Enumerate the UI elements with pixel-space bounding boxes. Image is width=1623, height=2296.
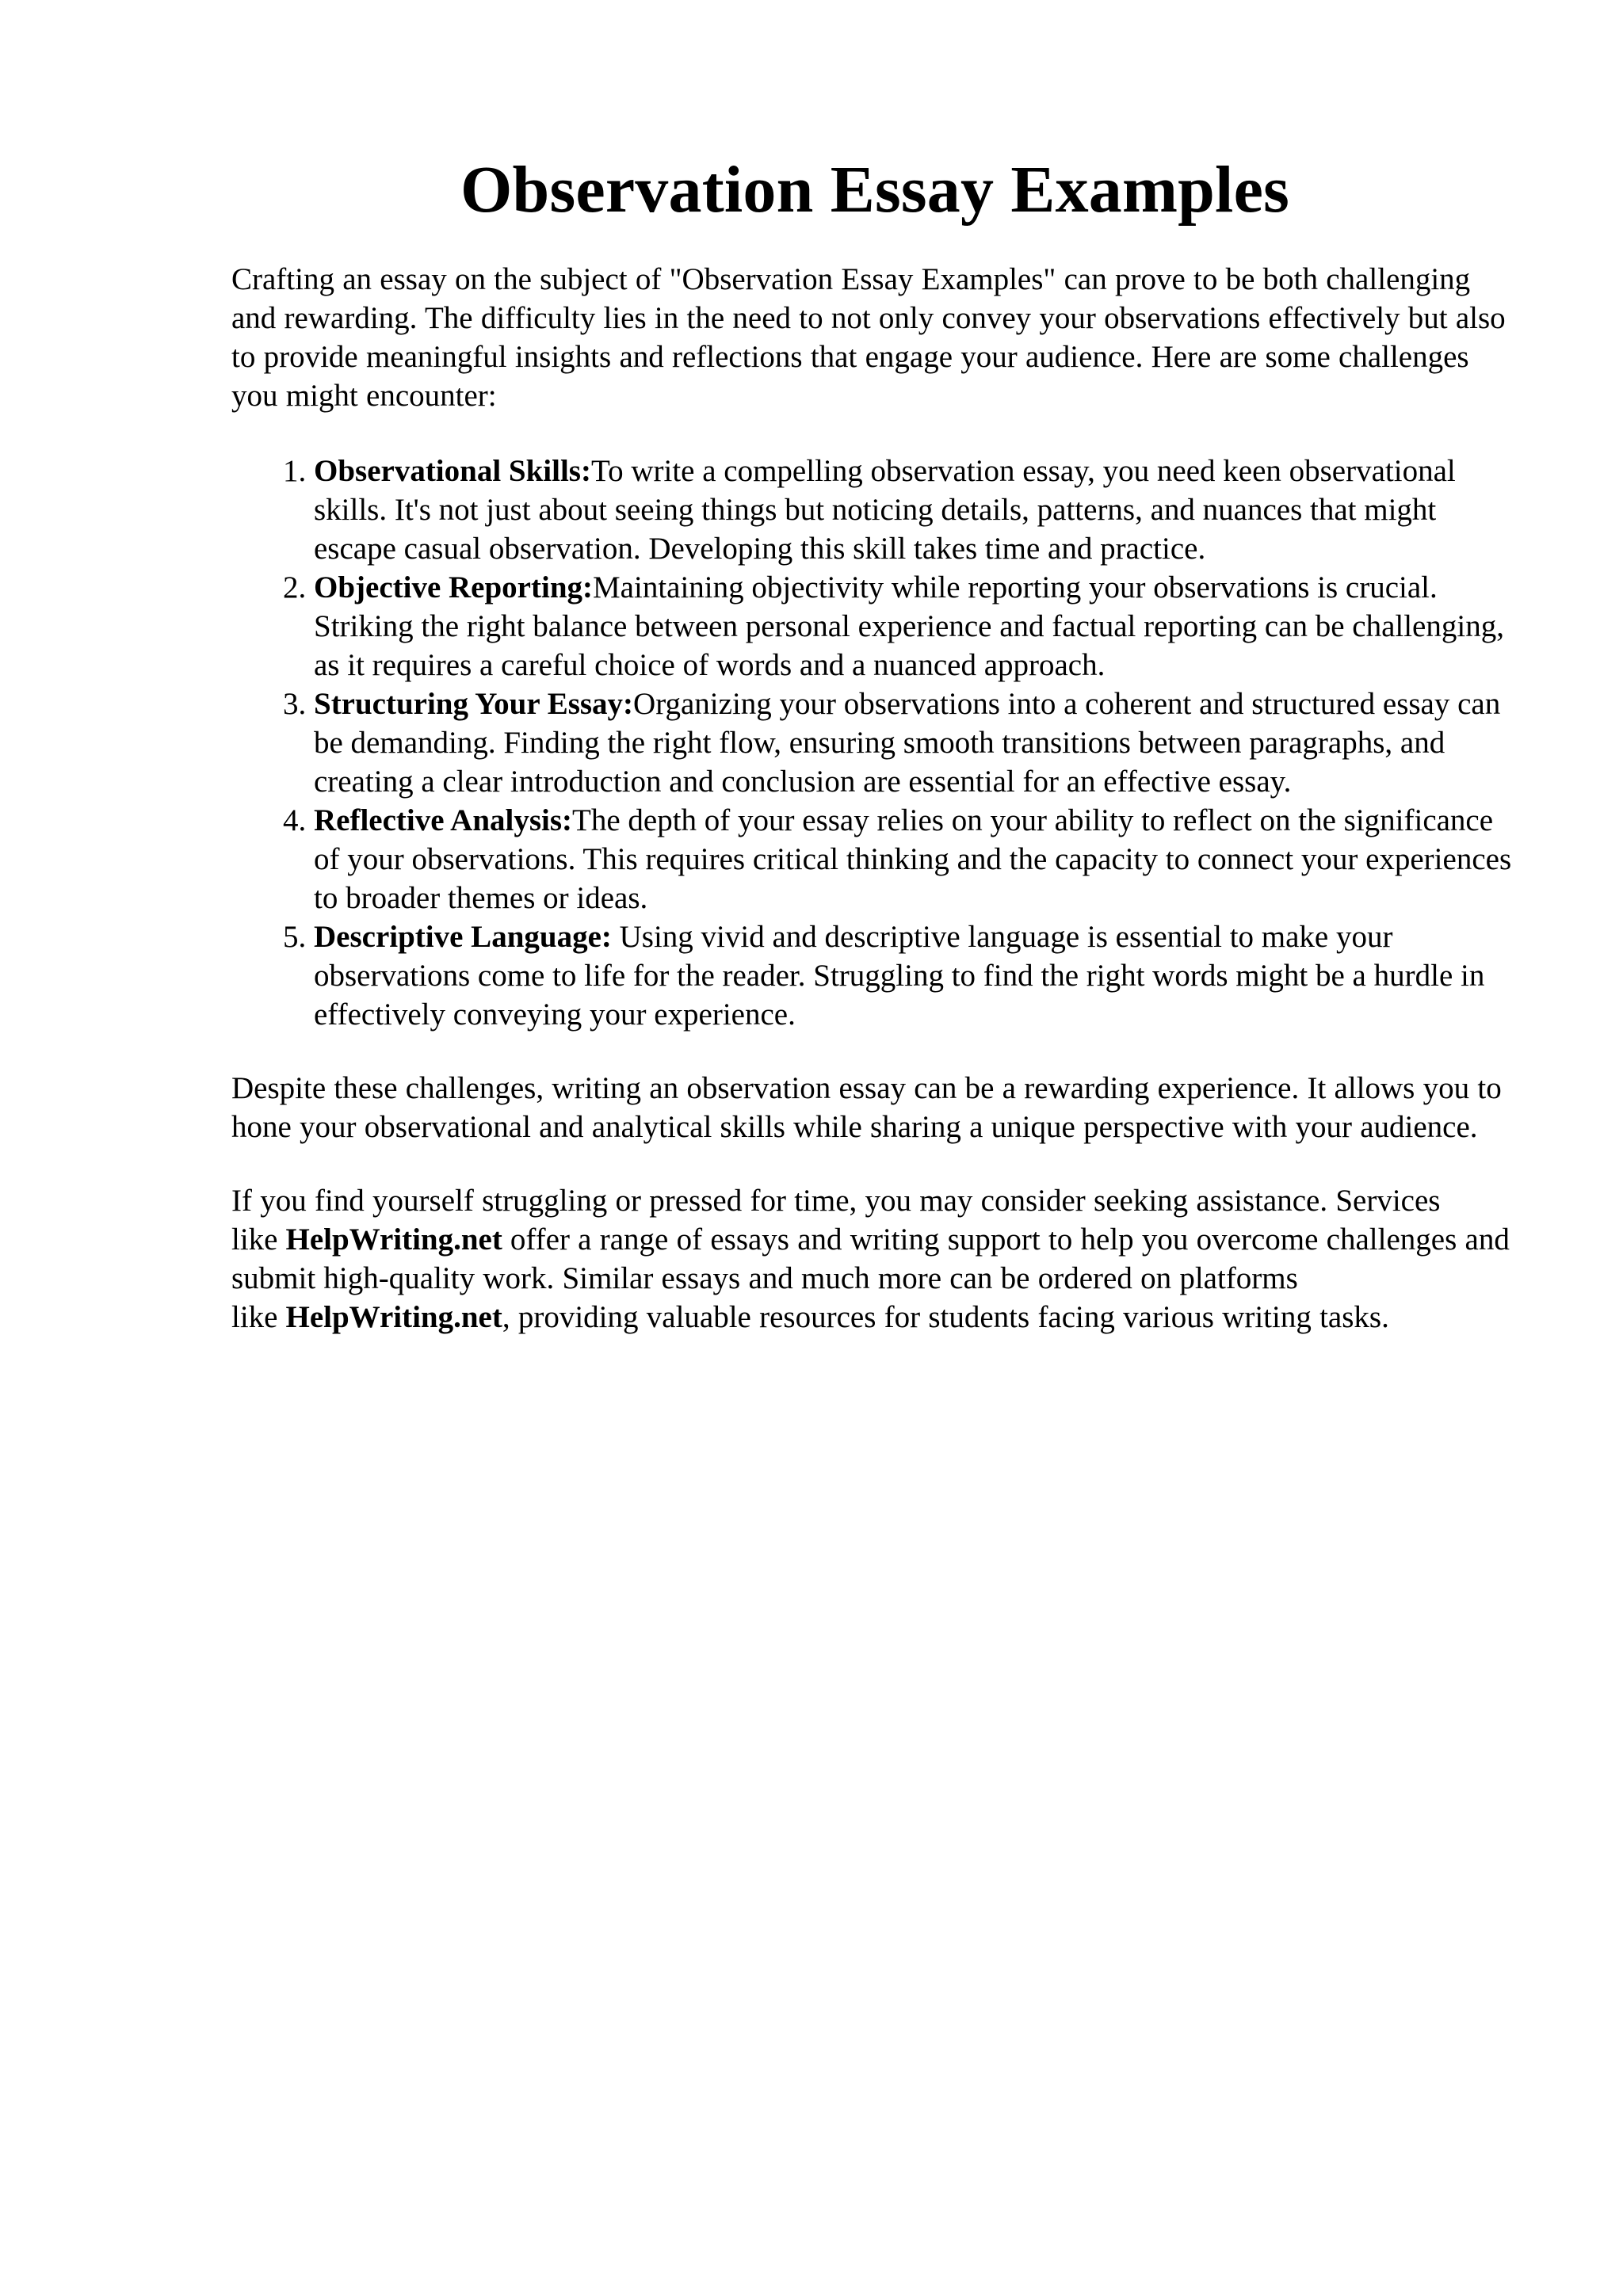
challenges-list	[231, 452, 1518, 1034]
page-title: Observation Essay Examples	[460, 153, 1289, 227]
intro-paragraph: Crafting an essay on the subject of "Observation Essay Examples" can prove to be both challenging and rewarding. The difficulty lies in the need to not only convey your observations effectively but also to provide meaningful insights and reflections that engage your audience. Here are some challenges you might encounter:	[231, 262, 1506, 413]
list-item	[314, 801, 1518, 917]
despite-paragraph: Despite these challenges, writing an observation essay can be a rewarding experience. It allows you to hone your observational and analytical skills while sharing a unique perspective with your audience.	[231, 1071, 1502, 1144]
list-item-term: Descriptive Language:	[314, 920, 612, 954]
list-item-text: Organizing your observations into a coherent and structured essay can be demanding. Finding the right flow, ensuring smooth transitions between paragraphs, and creating a clear introduction and conclusion are essential for an effective essay.	[314, 687, 1501, 799]
document-content	[231, 151, 1518, 1337]
brand-name-1: HelpWriting.net	[285, 1222, 502, 1257]
list-item	[314, 917, 1518, 1034]
list-item-term: Objective Reporting:	[314, 570, 593, 605]
closing-text-3: , providing valuable resources for students facing various writing tasks.	[502, 1300, 1389, 1334]
closing-paragraph	[231, 1181, 1518, 1337]
list-item-term: Reflective Analysis:	[314, 803, 573, 837]
brand-name-2: HelpWriting.net	[285, 1300, 502, 1334]
list-item-term: Structuring Your Essay:	[314, 687, 634, 721]
list-item	[314, 685, 1518, 801]
closing-text-2: offer a range of essays and writing support to help you overcome challenges and submit high-quality work. Similar essays and much more can be ordered on platforms like	[231, 1222, 1510, 1334]
list-item-term: Observational Skills:	[314, 454, 591, 488]
list-item-text: To write a compelling observation essay, you need keen observational skills. It's not just about seeing things but noticing details, patterns, and nuances that might escape casual observation. Developing this skill takes time and practice.	[314, 454, 1456, 566]
list-item	[314, 452, 1518, 568]
list-item-text: The depth of your essay relies on your ability to reflect on the significance of your observations. This requires critical thinking and the capacity to connect your experiences to broader themes or ideas.	[314, 803, 1512, 915]
closing-text-1: If you find yourself struggling or pressed for time, you may consider seeking assistance. Services like	[231, 1184, 1441, 1257]
list-item-text: Using vivid and descriptive language is essential to make your observations come to life for the reader. Struggling to find the right words might be a hurdle in effectively conveying your experience.	[314, 920, 1485, 1032]
list-item-text: Maintaining objectivity while reporting your observations is crucial. Striking the right balance between personal experience and factual reporting can be challenging, as it requires a careful choice of words and a nuanced approach.	[314, 570, 1504, 682]
list-item	[314, 568, 1518, 685]
